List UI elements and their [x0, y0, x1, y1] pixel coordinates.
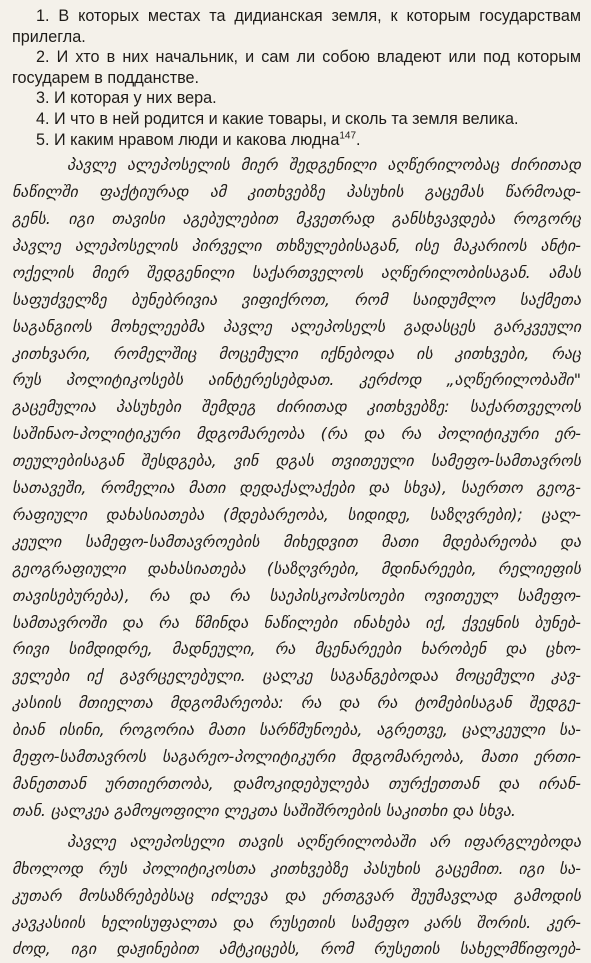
text-line: ველები იქ გავრცელებული. ცალკე საგანგებოდაა მოცემული კავ-	[12, 666, 581, 686]
question-text: В которых местах та дидианская земля, к которым государствам прилегла.	[12, 7, 581, 46]
question-item	[12, 109, 581, 130]
text-line: რაფიული დახასიათება (მდებარეობა, სიდიდე, საზღვრები); ცალ-	[12, 504, 581, 524]
question-text: И хто в них начальник, и сам ли собою владеют или под которым государем в подданстве.	[12, 48, 581, 87]
text-line: პავლე ალეპოსელის პირველი თხზულებისაგან, ისე მაკარიოს ანტი-	[12, 235, 581, 255]
text-line: მეფო-სამთავროს საგარეო-პოლიტიკური მდგომარეობა, მათი ერთი-	[12, 747, 581, 767]
text-line: გეოგრაფიული დახასიათება (საზღვრები, მდინარეები, რელიეფის	[12, 558, 581, 578]
question-number: 5.	[36, 130, 50, 149]
text-line: გენს. იგი თავისი აგებულებით მკვეთრად განსხვავდება როგორც	[12, 208, 581, 228]
text-line: პავლე ალეპოსელი თავის აღწერილობაში არ იფარგლებოდა	[67, 831, 581, 851]
question-list	[12, 6, 581, 150]
question-end: .	[356, 130, 361, 149]
text-line: ბიან ისინი, როგორია მათი სარწმუნოება, აგრეთვე, ცალკეული სა-	[12, 720, 581, 740]
paragraph-2	[12, 829, 581, 963]
text-line: კითხვარი, რომელშიც მოცემული იქნებოდა ის კითხვები, რაც	[12, 343, 581, 363]
text-line: საგანგიოს მოხელეებმა პავლე ალეპოსელს გადასცეს გარკვეული	[12, 316, 581, 336]
text-line: კავკასიის ხელისუფალთა და რუსეთის სამეფო კარს შორის. კერ-	[12, 912, 581, 932]
question-item	[12, 47, 581, 88]
text-line: საფუძველზე ბუნებრივია ვიფიქროთ, რომ საიდუმლო საქმეთა	[12, 289, 581, 309]
question-number: 2.	[36, 48, 50, 67]
text-line: თეულებისაგან შესდგება, ვინ დგას თვითეული სამეფო-სამთავროს	[12, 451, 581, 471]
text-line: რუს პოლიტიკოსებს აინტერესებდათ. კერძოდ „აღწერილობაში"	[12, 370, 581, 390]
text-line: თავისებურება), რა და რა საეპისკოპოსოები ოვითეულ სამეფო-	[12, 585, 581, 605]
text-line: ნაწილში ფაქტიურად ამ კითხვებზე პასუხის გაცემას წარმოად-	[12, 182, 581, 202]
text-line: მანეთთან ურთიერთობა, დამოკიდებულება თურქეთთან და ირან-	[12, 774, 581, 793]
text-line: კეული სამეფო-სამთავროების მიხედვით მათი მდებარეობა და	[12, 531, 581, 551]
footnote-marker: 147	[339, 130, 357, 142]
question-number: 1.	[36, 7, 50, 25]
text-line: მხოლოდ რუს პოლიტიკოსთა კითხვებზე პასუხის გაცემით. იგი სა-	[12, 858, 581, 878]
text-line: თან. ცალკეა გამოყოფილი ლეკთა საშიშროების საკითხი და სხვა.	[12, 800, 516, 820]
text-line: საშინაო-პოლიტიკური მდგომარეობა (რა და რა პოლიტიკური ერ-	[12, 424, 581, 444]
question-text: И которая у них вера.	[54, 89, 217, 108]
question-text: И каким нравом люди и какова людна	[54, 130, 340, 149]
text-line: პავლე ალეპოსელის მიერ შედგენილი აღწერილობაც ძირითად	[67, 155, 581, 175]
text-line: გაცემულია პასუხები შემდეგ ძირითად კითხვებზე: საქართველოს	[12, 397, 581, 417]
question-text: И что в ней родится и какие товары, и сколь та земля велика.	[54, 109, 519, 128]
text-line: სამთავროში და რა წმინდა ნაწილები ინახება იქ, ქვეყნის ბუნებ-	[12, 612, 581, 632]
question-item	[12, 130, 581, 151]
text-line: სათავეში, რომელია მათი დედაქალაქები და სხვა), საერთო გეოგ-	[12, 478, 581, 498]
question-item	[12, 6, 581, 47]
text-line: ძოდ, იგი დაჟინებით ამტკიცებს, რომ რუსეთის სახელმწიფოებ-	[12, 939, 581, 959]
paragraph-1	[12, 152, 581, 825]
text-line: რივი სიმდიდრე, მადნეული, რა მცენარეები ხარობენ და ცხო-	[12, 639, 581, 659]
question-item	[12, 88, 581, 109]
text-line: კუთარ მოსაზრებებსაც იძლევა და ერთგვარ შეუმავლად გამოდის	[12, 885, 581, 905]
question-number: 3.	[36, 89, 50, 108]
text-line: ოქელის მიერ შედგენილი საქართველოს აღწერილობისაგან. ამას	[12, 262, 581, 282]
question-number: 4.	[36, 109, 50, 128]
text-line: კასიის მთიელთა მდგომარეობა: რა და რა ტომებისაგან შედგე-	[12, 693, 581, 713]
